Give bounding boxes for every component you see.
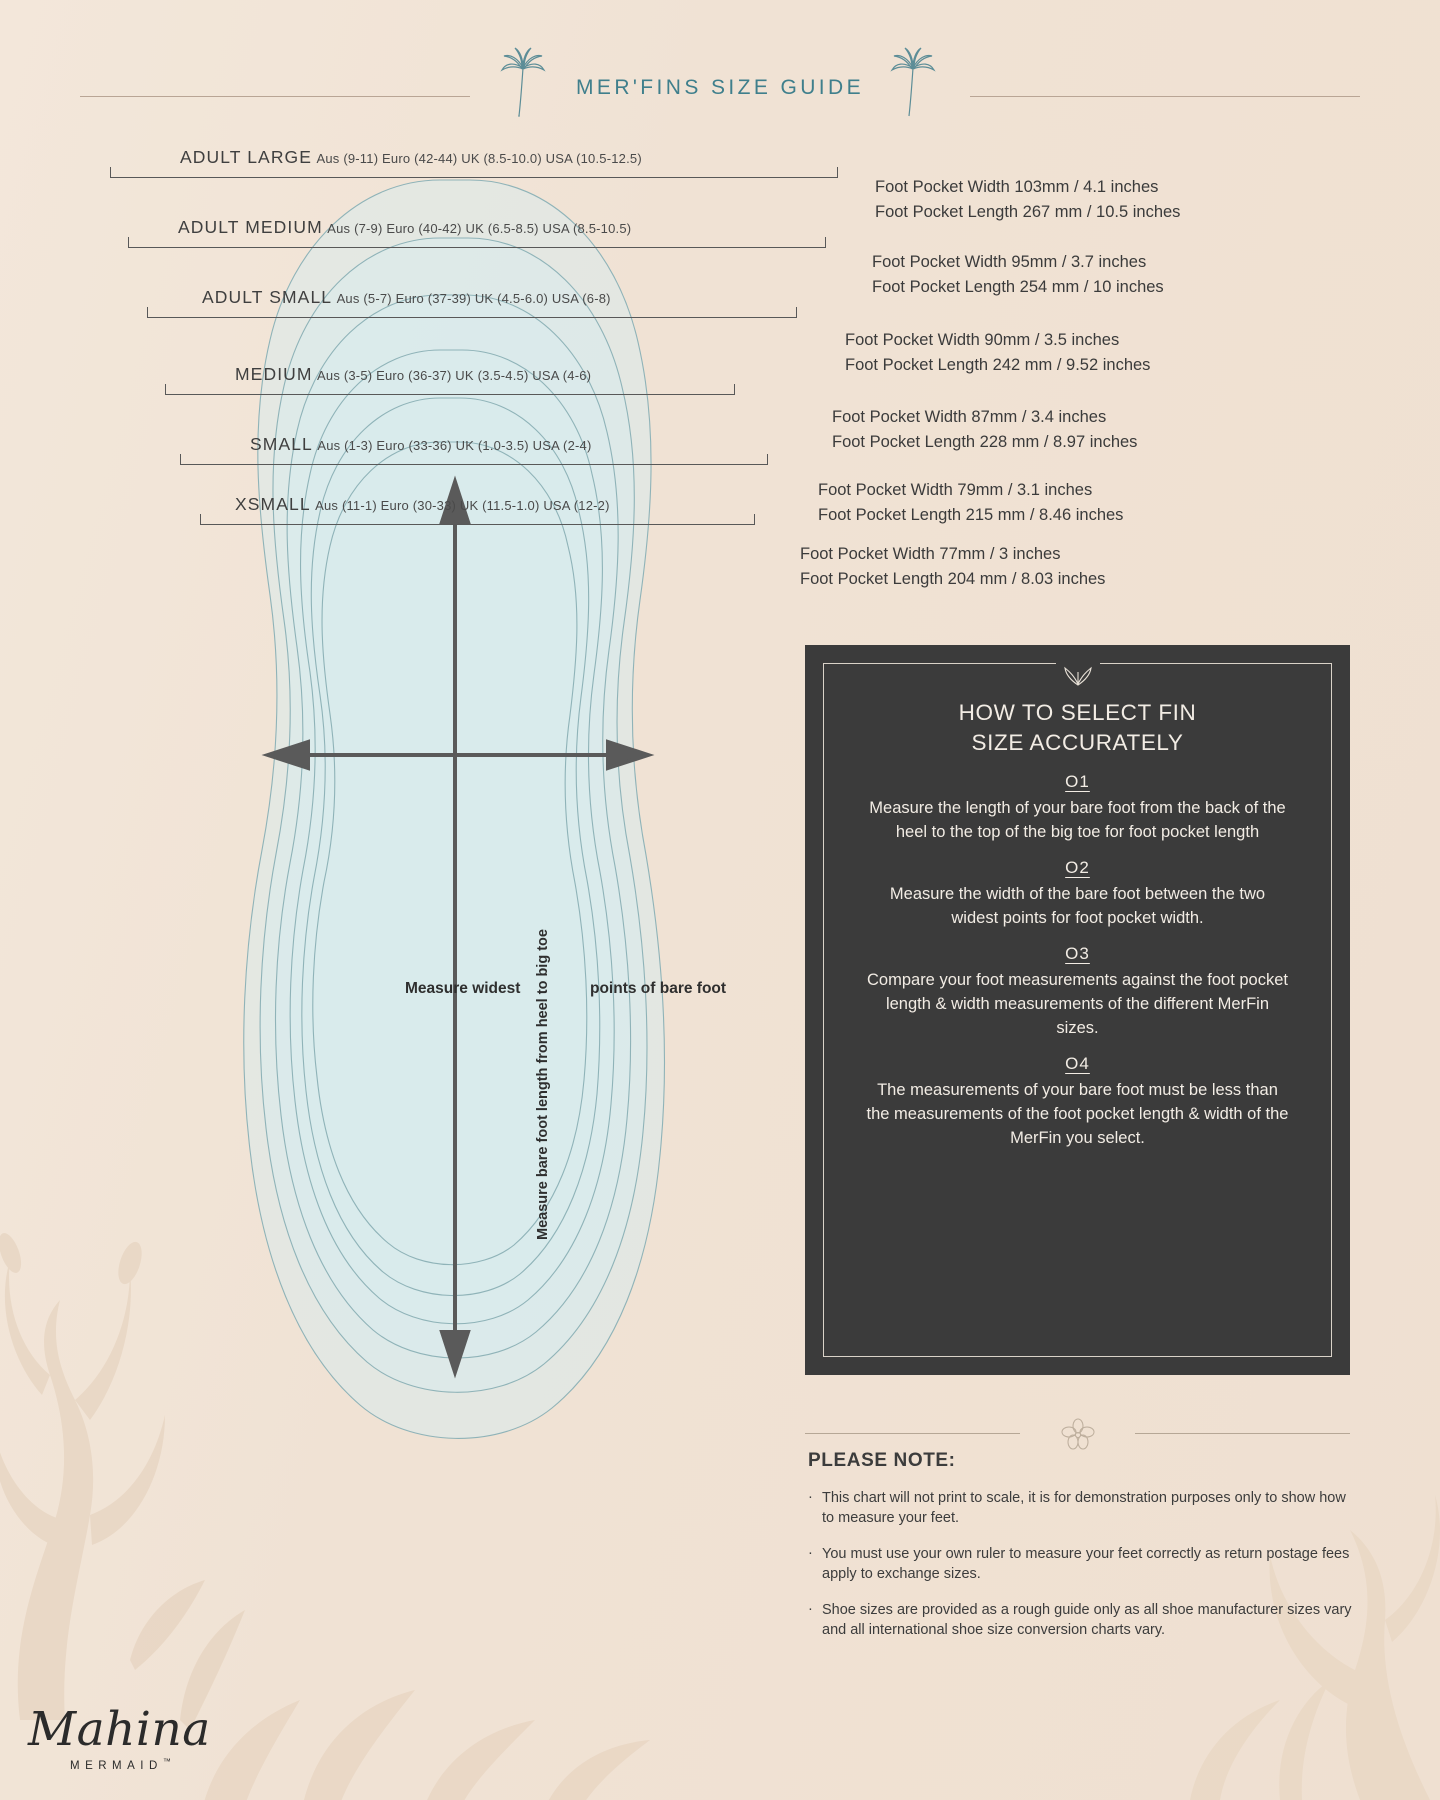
size-name: MEDIUM <box>235 364 313 384</box>
please-note-section <box>808 1450 1353 1656</box>
panel-title-line1: HOW TO SELECT FIN <box>958 700 1197 725</box>
pocket-length: Foot Pocket Length 267 mm / 10.5 inches <box>875 203 1181 221</box>
note-item: · This chart will not print to scale, it is for demonstration purposes only to show how to measure your feet. <box>808 1488 1353 1528</box>
bracket-line <box>165 384 735 395</box>
bracket-line <box>128 237 826 248</box>
pocket-length: Foot Pocket Length 254 mm / 10 inches <box>872 278 1164 296</box>
size-name: XSMALL <box>235 494 311 514</box>
divider-line-right <box>1135 1433 1350 1434</box>
size-name: SMALL <box>250 434 313 454</box>
size-bracket-adult-large <box>110 138 840 178</box>
palm-tree-icon <box>890 46 936 118</box>
width-label-right: points of bare foot <box>590 980 727 997</box>
size-conversions: Aus (7-9) Euro (40-42) UK (6.5-8.5) USA (8.5-10.5) <box>327 221 632 236</box>
pocket-width: Foot Pocket Width 95mm / 3.7 inches <box>872 253 1147 271</box>
size-conversions: Aus (3-5) Euro (36-37) UK (3.5-4.5) USA (4-6) <box>317 368 592 383</box>
size-bracket-adult-small <box>147 278 802 318</box>
panel-title-line2: SIZE ACCURATELY <box>971 730 1184 755</box>
pocket-width: Foot Pocket Width 103mm / 4.1 inches <box>875 178 1159 196</box>
size-conversions: Aus (1-3) Euro (33-36) UK (1.0-3.5) USA (2-4) <box>317 438 592 453</box>
pocket-length: Foot Pocket Length 242 mm / 9.52 inches <box>845 356 1151 374</box>
logo-name: Mahina <box>28 1702 211 1758</box>
size-bracket-small <box>180 425 770 465</box>
panel-title <box>862 698 1293 758</box>
step-text-1: Measure the length of your bare foot from the back of the heel to the top of the big toe for foot pocket length <box>869 799 1286 841</box>
pocket-length: Foot Pocket Length 215 mm / 8.46 inches <box>818 506 1124 524</box>
pocket-width: Foot Pocket Width 90mm / 3.5 inches <box>845 331 1120 349</box>
logo-trademark: ™ <box>162 1757 177 1767</box>
width-label-left: Measure widest <box>405 980 521 997</box>
size-conversions: Aus (9-11) Euro (42-44) UK (8.5-10.0) USA (10.5-12.5) <box>316 151 642 166</box>
divider-line-left <box>805 1433 1020 1434</box>
bracket-line <box>180 454 768 465</box>
step-number-1: O1 <box>1065 772 1090 791</box>
size-conversions: Aus (11-1) Euro (30-33) UK (11.5-1.0) USA (12-2) <box>315 498 610 513</box>
pocket-length: Foot Pocket Length 204 mm / 8.03 inches <box>800 570 1106 588</box>
size-name: ADULT LARGE <box>180 147 313 167</box>
pocket-measure-adult-large <box>875 175 1180 225</box>
length-label: Measure bare foot length from heel to big toe <box>535 929 551 1240</box>
pocket-measure-medium <box>832 405 1137 455</box>
size-conversions: Aus (5-7) Euro (37-39) UK (4.5-6.0) USA (6-8) <box>336 291 611 306</box>
flower-icon <box>1061 1418 1095 1450</box>
pocket-width: Foot Pocket Width 77mm / 3 inches <box>800 545 1061 563</box>
note-title: PLEASE NOTE: <box>808 1450 956 1471</box>
header-rule-right <box>970 96 1360 97</box>
bracket-line <box>200 514 755 525</box>
size-bracket-adult-medium <box>128 208 828 248</box>
step-text-4: The measurements of your bare foot must be less than the measurements of the foot pocket length & width of the MerFin you select. <box>866 1081 1289 1147</box>
size-name: ADULT SMALL <box>202 287 333 307</box>
pocket-measure-adult-small <box>845 328 1150 378</box>
shell-icon <box>1063 664 1093 686</box>
size-bracket-medium <box>165 355 770 395</box>
step-number-3: O3 <box>1065 944 1090 963</box>
pocket-measure-small <box>818 478 1123 528</box>
note-item: · Shoe sizes are provided as a rough guide only as all shoe manufacturer sizes vary and all international shoe size conversion charts vary. <box>808 1600 1353 1640</box>
step-number-2: O2 <box>1065 858 1090 877</box>
size-name: ADULT MEDIUM <box>178 217 323 237</box>
brand-logo <box>28 1702 288 1772</box>
step-number-4: O4 <box>1065 1054 1090 1073</box>
step-text-3: Compare your foot measurements against the foot pocket length & width measurements of the different MerFin sizes. <box>867 971 1288 1037</box>
size-bracket-xsmall <box>200 485 758 525</box>
size-bracket-list <box>0 0 820 580</box>
step-text-2: Measure the width of the bare foot between the two widest points for foot pocket width. <box>889 885 1266 927</box>
bracket-line <box>147 307 797 318</box>
logo-subtitle-text: MERMAID <box>70 1760 163 1772</box>
section-divider <box>805 1418 1350 1448</box>
note-item: · You must use your own ruler to measure your feet correctly as return postage fees apply to exchange sizes. <box>808 1544 1353 1584</box>
logo-subtitle <box>70 1757 288 1772</box>
pocket-width: Foot Pocket Width 79mm / 3.1 inches <box>818 481 1093 499</box>
pocket-width: Foot Pocket Width 87mm / 3.4 inches <box>832 408 1107 426</box>
how-to-select-panel <box>805 645 1350 1375</box>
page-title: MER'FINS SIZE GUIDE <box>576 76 864 99</box>
pocket-measure-xsmall <box>800 542 1105 592</box>
bracket-line <box>110 167 838 178</box>
pocket-length: Foot Pocket Length 228 mm / 8.97 inches <box>832 433 1138 451</box>
pocket-measure-adult-medium <box>872 250 1164 300</box>
